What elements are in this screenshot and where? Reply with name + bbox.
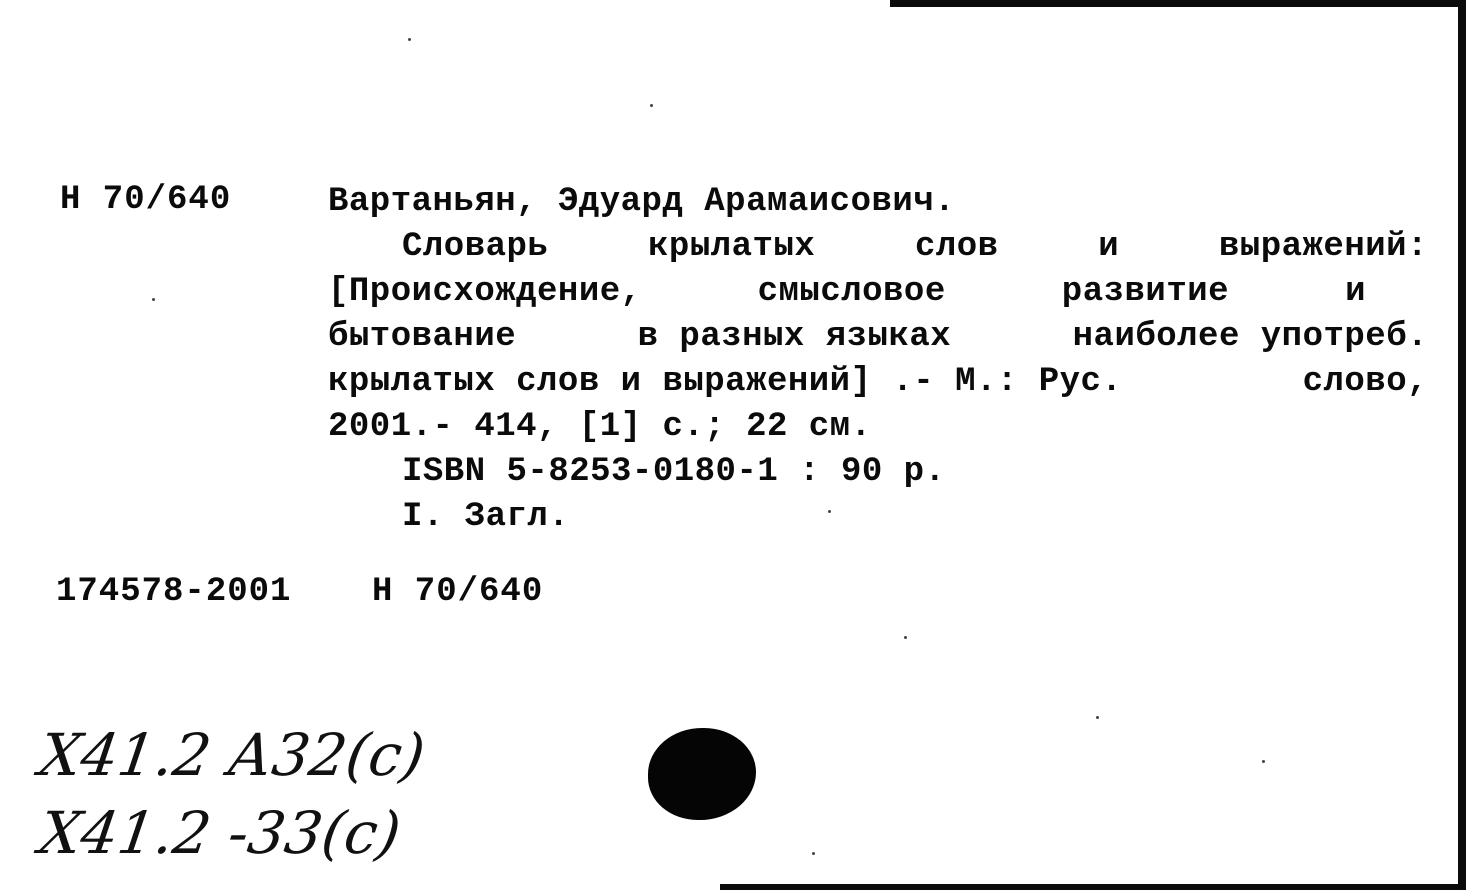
title-word: наиболее употреб. bbox=[1072, 318, 1428, 356]
title-word: выражений: bbox=[1218, 228, 1428, 266]
added-entry-line: I. Загл. bbox=[402, 498, 570, 536]
handwritten-classification-2: Х41.2 -33(с) bbox=[35, 799, 405, 867]
bibliographic-entry bbox=[328, 180, 1428, 540]
title-line-2 bbox=[328, 270, 1428, 315]
title-word: слово, bbox=[1302, 363, 1428, 401]
title-word: развитие bbox=[1061, 273, 1230, 311]
title-word: [Происхождение, bbox=[328, 273, 642, 311]
title-line-1 bbox=[328, 225, 1428, 270]
title-word: в разных языках bbox=[637, 318, 952, 356]
title-word: и bbox=[1345, 273, 1366, 311]
speck bbox=[1262, 760, 1265, 763]
handwritten-classification-1: Х41.2 А32(с) bbox=[35, 721, 430, 789]
accession-number: 174578-2001 bbox=[56, 573, 292, 611]
title-line-3 bbox=[328, 315, 1428, 360]
title-word: и bbox=[1098, 228, 1120, 266]
isbn-line: ISBN 5-8253-0180-1 : 90 р. bbox=[402, 453, 946, 491]
title-word: бытование bbox=[328, 318, 517, 356]
call-number: Н 70/640 bbox=[60, 181, 232, 219]
imprint-line: 2001.- 414, [1] с.; 22 см. bbox=[328, 408, 872, 446]
card-edge-top bbox=[890, 0, 1466, 7]
card-edge-right bbox=[1458, 0, 1466, 890]
title-word: крылатых bbox=[648, 228, 816, 266]
speck bbox=[904, 636, 907, 639]
ink-blot bbox=[648, 728, 756, 820]
card-edge-bottom bbox=[720, 884, 1466, 890]
speck bbox=[828, 510, 831, 513]
speck bbox=[812, 852, 815, 855]
title-word: крылатых слов и выражений] .- М.: Рус. bbox=[328, 363, 1123, 401]
speck bbox=[1096, 716, 1099, 719]
accession-call-number: Н 70/640 bbox=[372, 573, 544, 611]
title-word: смысловое bbox=[757, 273, 946, 311]
speck bbox=[650, 104, 653, 107]
speck bbox=[152, 298, 155, 301]
speck bbox=[408, 38, 411, 41]
title-line-4 bbox=[328, 360, 1428, 405]
author-heading: Вартаньян, Эдуард Арамаисович. bbox=[328, 183, 956, 221]
title-word: Словарь bbox=[402, 228, 549, 266]
title-word: слов bbox=[914, 228, 999, 266]
